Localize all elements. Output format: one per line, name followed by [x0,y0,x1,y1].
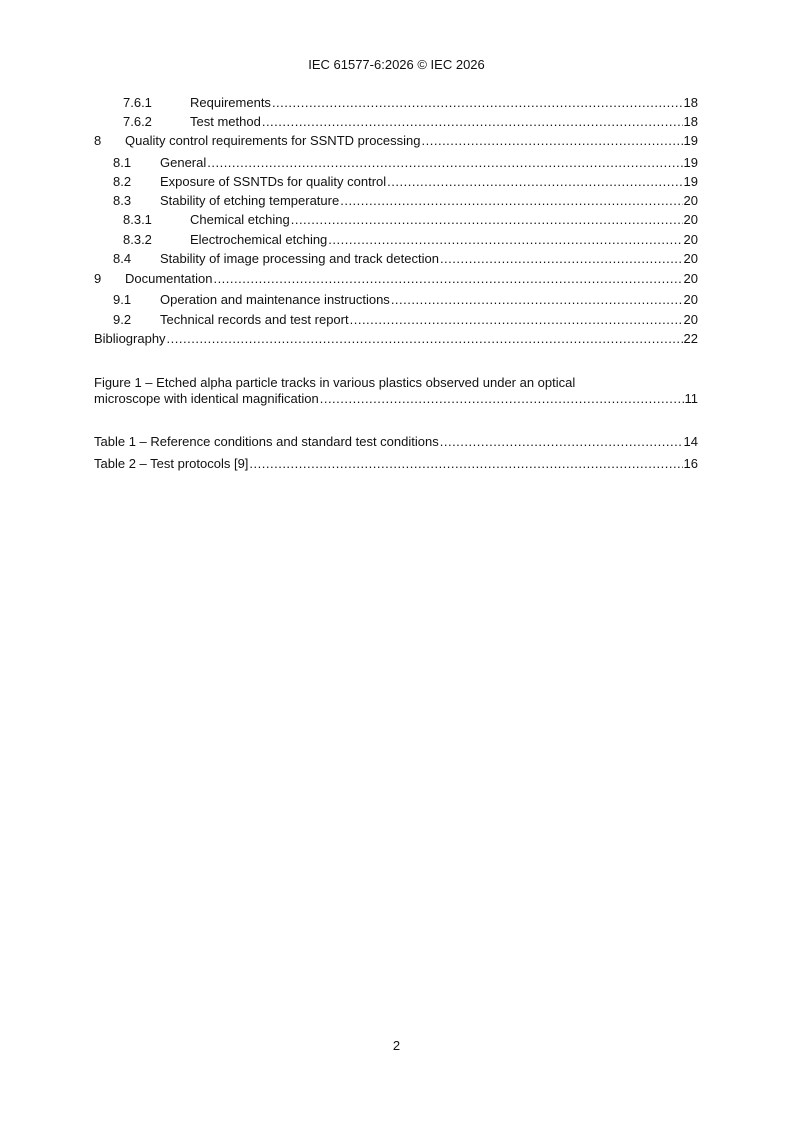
toc-entry-title: Quality control requirements for SSNTD processing [125,133,421,148]
toc-entry-page: 20 [683,251,698,266]
dot-leader [328,232,682,248]
toc-entry-7-6-2[interactable] [94,114,698,130]
toc-entry-bibliography[interactable] [94,331,698,347]
toc-entry-8-3[interactable] [94,193,698,209]
dot-leader [440,434,683,450]
toc-entry-number: 8 [94,133,102,148]
toc-entry-number: 7.6.1 [123,95,152,110]
toc-entry-page: 18 [683,114,698,129]
toc-entry-8-3-2[interactable] [94,232,698,248]
toc-entry-number: 7.6.2 [123,114,152,129]
dot-leader [350,312,683,328]
toc-entry-title: Bibliography [94,331,166,346]
dot-leader [272,95,683,111]
table-caption: Table 1 – Reference conditions and standard test conditions [94,434,439,449]
toc-entry-page: 22 [683,331,698,346]
toc-entry-page: 20 [683,312,698,327]
dot-leader [387,174,682,190]
toc-entry-7-6-1[interactable] [94,95,698,111]
toc-entry-title: Exposure of SSNTDs for quality control [160,174,387,189]
dot-leader [340,193,682,209]
list-of-tables-entry[interactable] [94,434,698,450]
toc-entry-title: Stability of etching temperature [160,193,340,208]
dot-leader [391,292,683,308]
toc-entry-page: 20 [683,232,698,247]
toc-entry-8-2[interactable] [94,174,698,190]
toc-entry-page: 19 [683,174,698,189]
dot-leader [440,251,683,267]
toc-entry-number: 8.1 [113,155,132,170]
toc-entry-page: 20 [683,193,698,208]
table-caption: Table 2 – Test protocols [9] [94,456,249,471]
dot-leader [167,331,683,347]
toc-entry-number: 9 [94,271,102,286]
dot-leader [422,133,683,149]
toc-entry-title: Chemical etching [190,212,290,227]
toc-entry-9-1[interactable] [94,292,698,308]
figure-caption-line2: microscope with identical magnification [94,391,319,406]
toc-entry-number: 9.1 [113,292,132,307]
figure-page: 11 [684,391,698,406]
toc-entry-8[interactable] [94,133,698,149]
toc-entry-page: 20 [683,271,698,286]
toc-entry-title: Documentation [125,271,213,286]
dot-leader [249,456,682,472]
page-number: 2 [392,1038,401,1053]
figure-caption-line1[interactable]: Figure 1 – Etched alpha particle tracks in various plastics observed under an optical [94,375,576,390]
toc-entry-8-1[interactable] [94,155,698,171]
toc-entry-number: 8.4 [113,251,132,266]
toc-entry-number: 8.2 [113,174,132,189]
toc-entry-page: 19 [683,133,698,148]
toc-entry-page: 19 [683,155,698,170]
toc-entry-title: Test method [190,114,261,129]
list-of-tables-entry[interactable] [94,456,698,472]
toc-entry-title: General [160,155,207,170]
toc-entry-page: 20 [683,292,698,307]
list-of-figures-entry[interactable] [94,391,698,407]
toc-entry-number: 9.2 [113,312,132,327]
toc-entry-9-2[interactable] [94,312,698,328]
toc-entry-number: 8.3.2 [123,232,152,247]
toc-entry-9[interactable] [94,271,698,287]
dot-leader [213,271,682,287]
toc-entry-title: Technical records and test report [160,312,349,327]
table-page: 14 [683,434,698,449]
dot-leader [320,391,684,407]
table-page: 16 [683,456,698,471]
toc-entry-number: 8.3 [113,193,132,208]
toc-entry-number: 8.3.1 [123,212,152,227]
dot-leader [207,155,682,171]
page-header: IEC 61577-6:2026 © IEC 2026 [308,57,485,72]
toc-entry-title: Stability of image processing and track detection [160,251,439,266]
dot-leader [262,114,683,130]
toc-entry-title: Electrochemical etching [190,232,328,247]
toc-entry-8-3-1[interactable] [94,212,698,228]
toc-entry-page: 20 [683,212,698,227]
toc-entry-8-4[interactable] [94,251,698,267]
toc-entry-page: 18 [683,95,698,110]
toc-entry-title: Operation and maintenance instructions [160,292,390,307]
dot-leader [291,212,683,228]
toc-entry-title: Requirements [190,95,271,110]
